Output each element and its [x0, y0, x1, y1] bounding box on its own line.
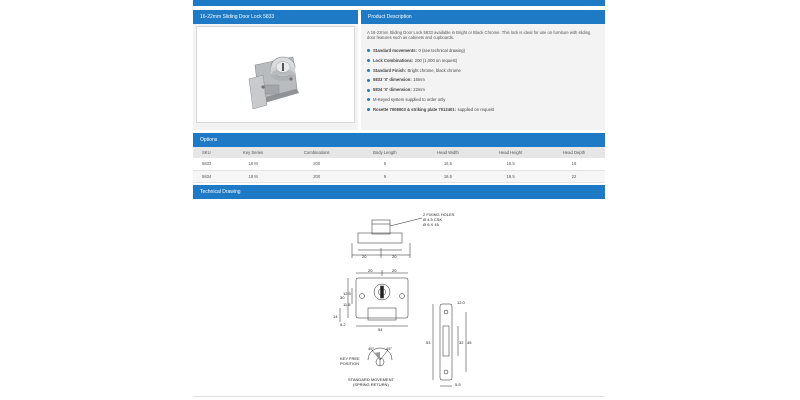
list-item: Lock Combinations: 200 (1,000 on request)	[367, 56, 599, 66]
dim-label: Ø 4.5 CSK	[423, 217, 443, 222]
bullet-icon	[367, 69, 370, 72]
list-item: Rosette 7008003 & striking plate 7012401: supplied on request	[367, 105, 599, 115]
divider	[193, 396, 605, 397]
dim-label: KEY FREE	[340, 356, 360, 361]
dim-label: POSITION	[340, 361, 360, 366]
col-combinations: Combinations	[281, 147, 352, 158]
top-view	[352, 218, 422, 258]
front-view	[340, 270, 408, 326]
dim-label: 14	[333, 314, 338, 319]
bullet-icon	[367, 98, 370, 101]
product-description: A 16-22mm Sliding Door Lock 5833 available in Bright or Black Chrome. This lock is ideal for use on furniture with sliding door features such as cabinets and cupboards.	[367, 30, 591, 41]
options-table	[193, 147, 605, 183]
bullet-icon	[367, 89, 370, 92]
bullet-icon	[367, 108, 370, 111]
bullet-icon	[367, 49, 370, 52]
dim-label: 45	[467, 340, 472, 345]
product-image	[196, 26, 355, 123]
technical-drawing	[300, 200, 500, 395]
list-item: M-Keyed system supplied to order only	[367, 95, 599, 105]
dim-label: Ø 6 X 45	[423, 222, 439, 227]
dim-label: 2 FIXING HOLES	[423, 212, 455, 217]
list-item: Standard Finish: Bright chrome, black chrome	[367, 66, 599, 76]
list-item: Standard movements: 0 (see technical drawing)	[367, 46, 599, 56]
dim-label: 30	[340, 295, 345, 300]
lock-photo-icon	[197, 27, 354, 122]
dim-label: 20	[392, 268, 397, 273]
col-head-depth: Head Depth	[543, 147, 605, 158]
top-accent-bar	[193, 0, 605, 6]
col-key-series: Key Series	[225, 147, 281, 158]
dim-label: 45°	[368, 346, 375, 351]
dim-label: 54	[378, 327, 383, 332]
table-row: 5834 18 M 200 9 16.5 16.5 22	[193, 170, 605, 182]
bullet-icon	[367, 59, 370, 62]
dim-label: 5.2	[340, 322, 346, 327]
dim-label: STANDARD MOVEMENT	[348, 377, 394, 382]
list-item: 5834 'X' dimension: 22mm	[367, 85, 599, 95]
dim-label: 20	[392, 254, 397, 259]
dim-label: 12.5	[343, 291, 351, 296]
dim-label: 11.5	[343, 302, 351, 307]
technical-drawing-header: Technical Drawing	[193, 185, 605, 199]
dim-label: 53	[426, 340, 431, 345]
col-head-height: Head Height	[478, 147, 543, 158]
col-body-length: Body Length	[352, 147, 417, 158]
description-panel	[361, 10, 605, 130]
dim-label: 20	[362, 254, 367, 259]
product-panel-title: 16-22mm Sliding Door Lock 5833	[193, 10, 358, 24]
dim-label: 32	[459, 340, 464, 345]
striking-plate-view	[433, 304, 466, 386]
list-item: 5833 'X' dimension: 16mm	[367, 75, 599, 85]
dim-label: 20	[368, 268, 373, 273]
col-head-width: Head Width	[418, 147, 479, 158]
table-header-row	[193, 147, 605, 158]
options-header: Options	[193, 133, 605, 147]
table-row: 5833 18 M 200 9 16.5 16.5 16	[193, 158, 605, 170]
product-panel	[193, 10, 358, 130]
description-panel-title: Product Description	[361, 10, 605, 24]
dim-label: (SPRING RETURN)	[353, 382, 389, 387]
col-sku: SKU	[193, 147, 225, 158]
dim-label: 45°	[386, 346, 393, 351]
spec-list	[367, 46, 599, 115]
dim-label: 5.5	[455, 382, 461, 387]
dim-label: 12.0	[457, 300, 465, 305]
bullet-icon	[367, 79, 370, 82]
